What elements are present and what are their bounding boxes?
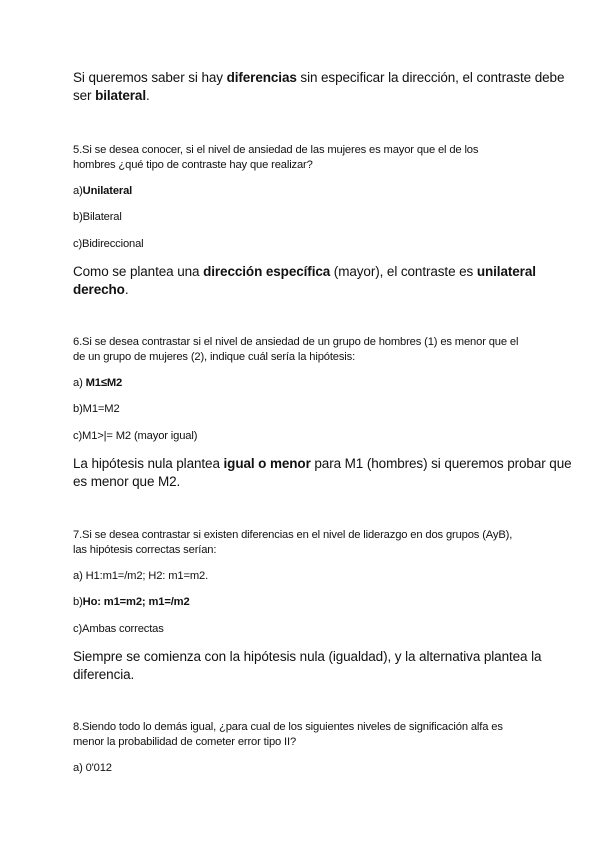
text: sin especificar la dirección, el contraste debe xyxy=(296,70,565,85)
text: (mayor), el contraste es xyxy=(330,264,477,279)
q5-option-c: c)Bidireccional xyxy=(73,238,144,250)
q7-explanation-line-1: Siempre se comienza con la hipótesis nula (igualdad), y la alternativa plantea la xyxy=(73,649,542,664)
correct-answer: Unilateral xyxy=(82,185,133,197)
text: . xyxy=(124,282,129,297)
q7-option-a: a) H1:m1=/m2; H2: m1=m2. xyxy=(73,570,209,582)
q7-explanation-line-2: diferencia. xyxy=(73,667,135,682)
q6-explanation-line-1 xyxy=(73,456,572,471)
q8-stem-line-2: menor la probabilidad de cometer error tipo II? xyxy=(73,736,297,748)
text: . xyxy=(145,88,150,103)
correct-answer: Ho: m1=m2; m1=/m2 xyxy=(82,596,190,608)
q7-stem-line-2: las hipótesis correctas serían: xyxy=(73,544,217,556)
bold-text: igual o menor xyxy=(223,456,311,471)
intro-line-2 xyxy=(73,88,150,103)
q6-option-c: c)M1>|= M2 (mayor igual) xyxy=(73,430,198,442)
bold-text: derecho xyxy=(73,282,125,297)
bold-text: unilateral xyxy=(476,264,536,279)
q5-stem-line-2: hombres ¿qué tipo de contraste hay que realizar? xyxy=(73,159,313,171)
q6-option-b: b)M1=M2 xyxy=(73,403,120,415)
option-prefix: b) xyxy=(73,596,83,608)
q7-option-c: c)Ambas correctas xyxy=(73,623,164,635)
q5-option-b: b)Bilateral xyxy=(73,211,122,223)
q5-explanation-line-1 xyxy=(73,264,536,279)
option-prefix: a) xyxy=(73,377,86,389)
q6-option-a xyxy=(73,377,122,389)
intro-line-1 xyxy=(73,70,564,85)
q7-stem-line-1: 7.Si se desea contrastar si existen diferencias en el nivel de liderazgo en dos grupos (AyB), xyxy=(73,529,513,541)
bold-text: bilateral xyxy=(95,88,146,103)
correct-answer: M1≤M2 xyxy=(85,377,123,389)
q8-option-a: a) 0'012 xyxy=(73,762,112,774)
text: Como se plantea una xyxy=(73,264,204,279)
text: La hipótesis nula plantea xyxy=(73,456,224,471)
text: Si queremos saber si hay xyxy=(73,70,227,85)
bold-text: diferencias xyxy=(226,70,297,85)
q5-stem-line-1: 5.Si se desea conocer, si el nivel de ansiedad de las mujeres es mayor que el de los xyxy=(73,144,479,156)
q5-option-a xyxy=(73,185,132,197)
text: ser xyxy=(73,88,96,103)
q7-option-b xyxy=(73,596,190,608)
q8-stem-line-1: 8.Siendo todo lo demás igual, ¿para cual de los siguientes niveles de significación alfa es xyxy=(73,721,503,733)
q5-explanation-line-2 xyxy=(73,282,128,297)
q6-stem-line-1: 6.Si se desea contrastar si el nivel de ansiedad de un grupo de hombres (1) es menor que el xyxy=(73,336,519,348)
q6-stem-line-2: de un grupo de mujeres (2), indique cuál sería la hipótesis: xyxy=(73,351,356,363)
text: para M1 (hombres) si queremos probar que xyxy=(310,456,572,471)
option-prefix: a) xyxy=(73,185,83,197)
bold-text: dirección específica xyxy=(203,264,331,279)
q6-explanation-line-2: es menor que M2. xyxy=(73,474,181,489)
